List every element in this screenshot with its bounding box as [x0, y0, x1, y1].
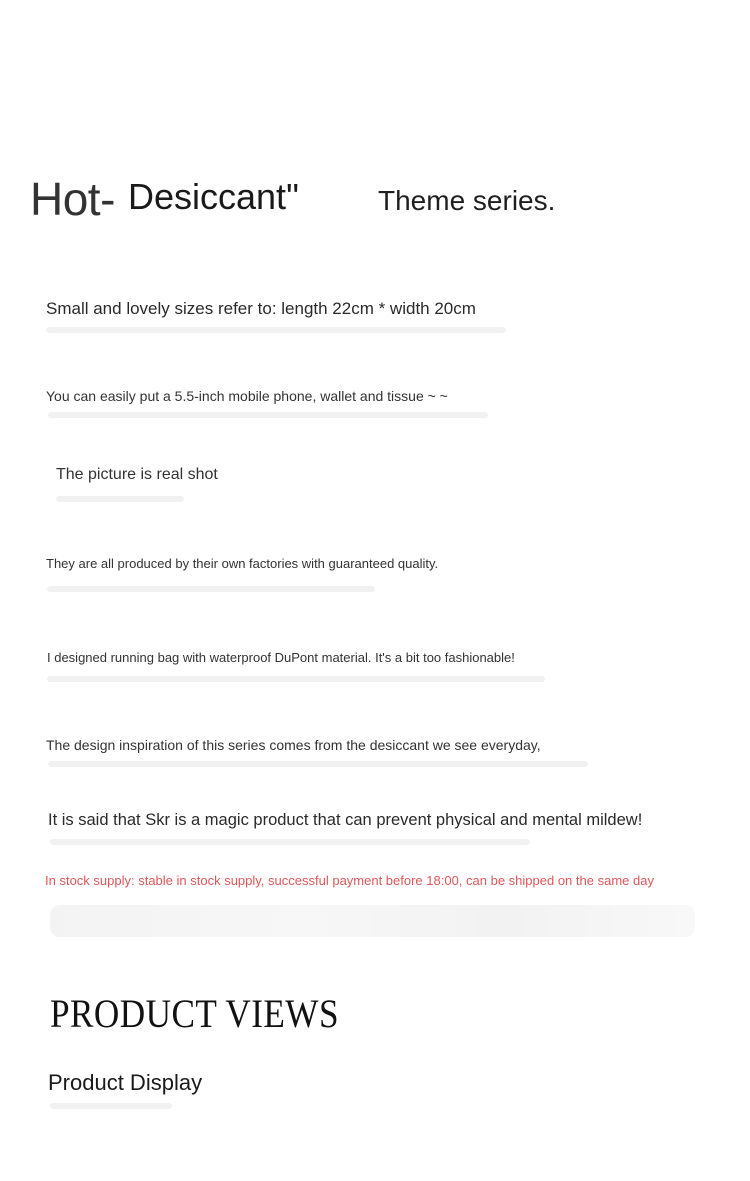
faded-text-line	[46, 327, 506, 333]
skr-text: It is said that Skr is a magic product that can prevent physical and mental mildew!	[48, 811, 643, 829]
size-text: Small and lovely sizes refer to: length 22cm * width 20cm	[46, 299, 476, 318]
capacity-text: You can easily put a 5.5-inch mobile phone, wallet and tissue ~ ~	[46, 388, 448, 404]
faded-text-line	[50, 1103, 172, 1109]
faded-text-line	[48, 761, 588, 767]
factory-text: They are all produced by their own factories with guaranteed quality.	[46, 556, 439, 571]
real-shot-text: The picture is real shot	[56, 466, 218, 483]
title-desiccant: Desiccant"	[128, 176, 299, 217]
section-heading: PRODUCT VIEWS	[50, 991, 339, 1036]
title-hot: Hot-	[30, 173, 115, 225]
stock-notice: In stock supply: stable in stock supply, successful payment before 18:00, can be shipped on the same day	[45, 873, 654, 888]
section-subheading: Product Display	[48, 1070, 203, 1095]
title-theme-series: Theme series.	[378, 185, 556, 216]
inspiration-text: The design inspiration of this series comes from the desiccant we see everyday,	[46, 737, 541, 753]
material-text: I designed running bag with waterproof DuPont material. It's a bit too fashionable!	[47, 650, 515, 665]
faded-text-line	[56, 496, 184, 502]
faded-text-line	[48, 412, 488, 418]
faded-text-line	[50, 839, 530, 845]
faded-text-line	[47, 586, 375, 592]
faded-text-line	[47, 676, 545, 682]
faded-text-block	[50, 905, 695, 937]
